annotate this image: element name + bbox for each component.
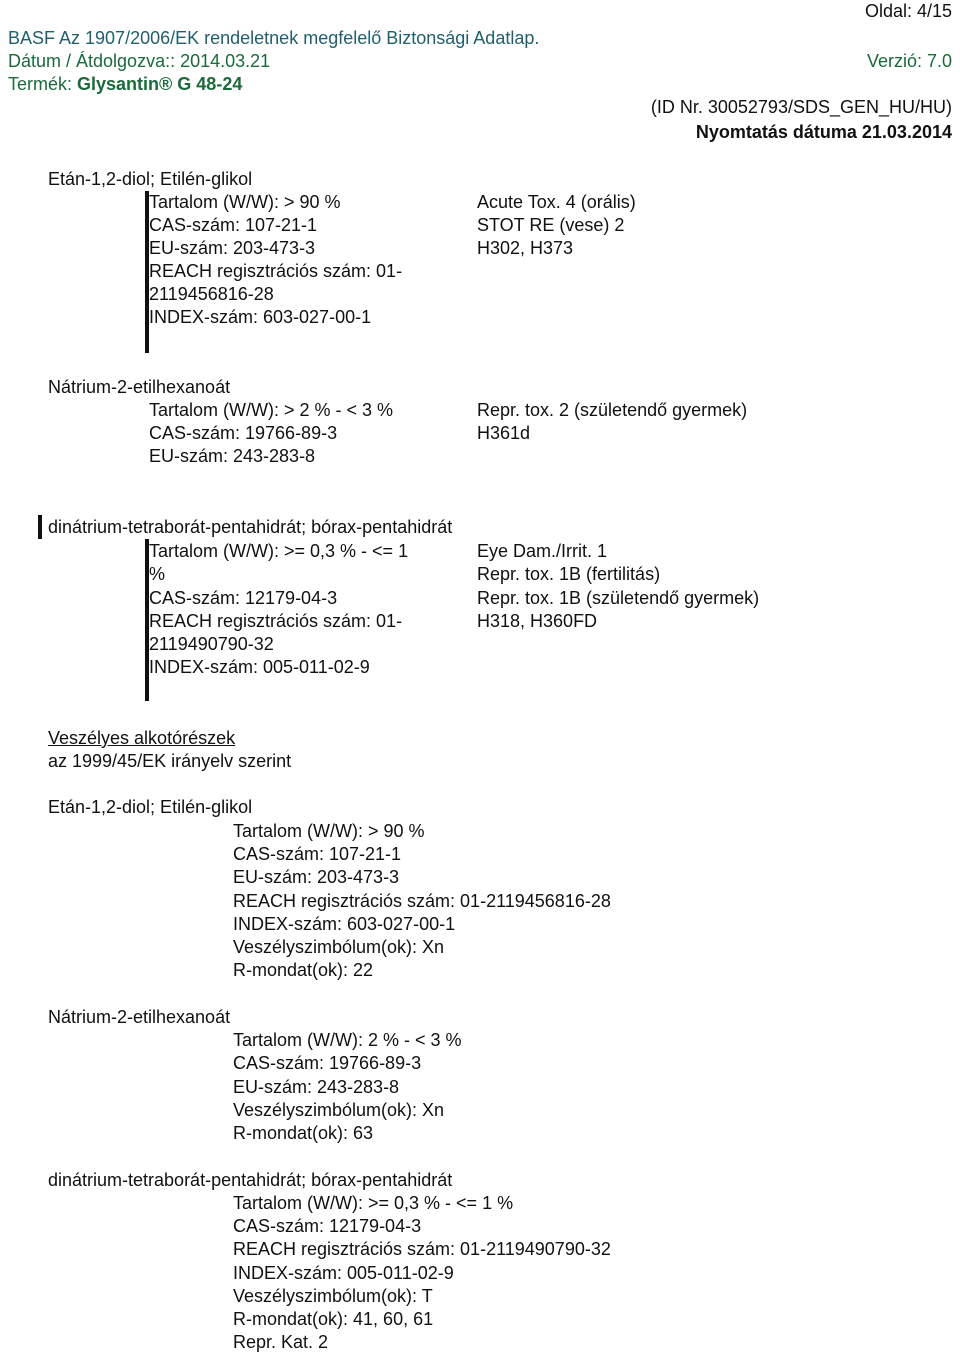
product-line xyxy=(8,73,242,95)
substance-prop: REACH regisztrációs szám: 01- xyxy=(149,611,403,631)
component-prop: Veszélyszimbólum(ok): T xyxy=(233,1286,433,1306)
product-prefix: Termék: xyxy=(8,74,78,94)
classification: Acute Tox. 4 (orális) xyxy=(477,192,636,212)
classification: H318, H360FD xyxy=(477,611,598,631)
substance-prop: REACH regisztrációs szám: 01- xyxy=(149,261,403,281)
component-prop: CAS-szám: 19766-89-3 xyxy=(233,1053,422,1073)
classification: H302, H373 xyxy=(477,238,574,258)
substance-prop: 2119490790-32 xyxy=(149,634,274,654)
substance-prop: % xyxy=(149,564,166,584)
component-prop: R-mondat(ok): 22 xyxy=(233,960,374,980)
substance-name: dinátrium-tetraborát-pentahidrát; bórax-pentahidrát xyxy=(48,517,453,537)
substance-prop: Tartalom (W/W): >= 0,3 % - <= 1 xyxy=(149,541,409,561)
component-name: Etán-1,2-diol; Etilén-glikol xyxy=(48,797,253,817)
document-title: BASF Az 1907/2006/EK rendeletnek megfelelő Biztonsági Adatlap. xyxy=(8,28,540,48)
section-subheading: az 1999/45/EK irányelv szerint xyxy=(48,751,292,771)
component-prop: INDEX-szám: 005-011-02-9 xyxy=(233,1263,454,1283)
document-id: (ID Nr. 30052793/SDS_GEN_HU/HU) xyxy=(650,97,952,117)
substance-prop: CAS-szám: 19766-89-3 xyxy=(149,423,338,443)
component-prop: EU-szám: 203-473-3 xyxy=(233,867,400,887)
substance-prop: 2119456816-28 xyxy=(149,284,274,304)
component-prop: Tartalom (W/W): >= 0,3 % - <= 1 % xyxy=(233,1193,514,1213)
page-number: Oldal: 4/15 xyxy=(864,1,952,21)
substance-prop: INDEX-szám: 005-011-02-9 xyxy=(149,657,370,677)
component-prop: Repr. Kat. 2 xyxy=(233,1332,329,1352)
component-prop: INDEX-szám: 603-027-00-1 xyxy=(233,914,456,934)
component-prop: Veszélyszimbólum(ok): Xn xyxy=(233,937,445,957)
component-prop: Tartalom (W/W): > 90 % xyxy=(233,821,425,841)
print-date: Nyomtatás dátuma 21.03.2014 xyxy=(695,122,952,142)
component-name: Nátrium-2-etilhexanoát xyxy=(48,1007,231,1027)
classification: Eye Dam./Irrit. 1 xyxy=(477,541,608,561)
classification: Repr. tox. 1B (fertilitás) xyxy=(477,564,661,584)
classification: Repr. tox. 2 (születendő gyermek) xyxy=(477,400,748,420)
classification: STOT RE (vese) 2 xyxy=(477,215,625,235)
version: Verzió: 7.0 xyxy=(866,51,952,71)
substance-prop: EU-szám: 243-283-8 xyxy=(149,446,316,466)
component-prop: REACH regisztrációs szám: 01-2119456816-28 xyxy=(233,891,611,911)
component-prop: R-mondat(ok): 63 xyxy=(233,1123,374,1143)
component-prop: REACH regisztrációs szám: 01-2119490790-32 xyxy=(233,1239,611,1259)
product-name: Glysantin® G 48-24 xyxy=(77,74,243,94)
classification: Repr. tox. 1B (születendő gyermek) xyxy=(477,588,760,608)
substance-prop: INDEX-szám: 603-027-00-1 xyxy=(149,307,372,327)
component-prop: CAS-szám: 12179-04-3 xyxy=(233,1216,422,1236)
substance-prop: CAS-szám: 12179-04-3 xyxy=(149,588,338,608)
substance-prop: Tartalom (W/W): > 2 % - < 3 % xyxy=(149,400,394,420)
component-prop: Veszélyszimbólum(ok): Xn xyxy=(233,1100,445,1120)
component-prop: EU-szám: 243-283-8 xyxy=(233,1077,400,1097)
substance-name: Nátrium-2-etilhexanoát xyxy=(48,377,231,397)
revision-bar xyxy=(38,515,42,539)
substance-prop: CAS-szám: 107-21-1 xyxy=(149,215,318,235)
component-prop: CAS-szám: 107-21-1 xyxy=(233,844,402,864)
revision-date: Dátum / Átdolgozva:: 2014.03.21 xyxy=(8,51,271,71)
substance-name: Etán-1,2-diol; Etilén-glikol xyxy=(48,169,253,189)
substance-prop: Tartalom (W/W): > 90 % xyxy=(149,192,341,212)
section-heading: Veszélyes alkotórészek xyxy=(48,728,236,748)
component-prop: Tartalom (W/W): 2 % - < 3 % xyxy=(233,1030,462,1050)
component-name: dinátrium-tetraborát-pentahidrát; bórax-pentahidrát xyxy=(48,1170,453,1190)
classification: H361d xyxy=(477,423,531,443)
component-prop: R-mondat(ok): 41, 60, 61 xyxy=(233,1309,434,1329)
substance-prop: EU-szám: 203-473-3 xyxy=(149,238,316,258)
